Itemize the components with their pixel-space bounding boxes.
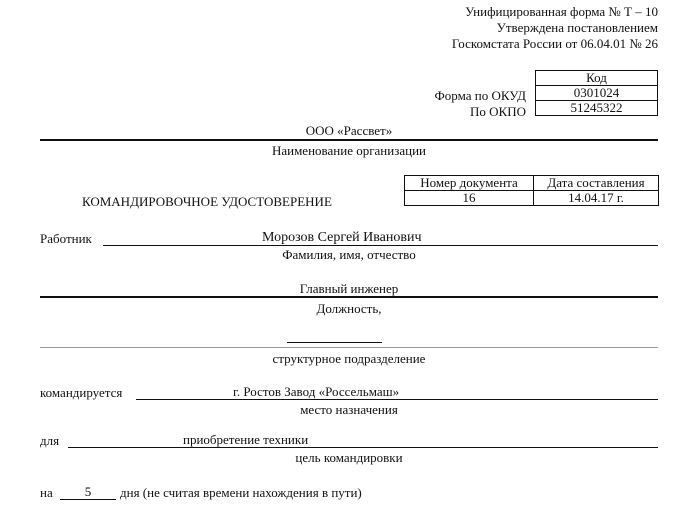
duration-prefix: на bbox=[40, 485, 53, 500]
duration-suffix: дня (не считая времени нахождения в пути) bbox=[120, 485, 362, 500]
employee-caption: Фамилия, имя, отчество bbox=[282, 247, 416, 262]
department-line bbox=[40, 347, 658, 348]
position-value: Главный инженер bbox=[299, 281, 399, 296]
employee-underline bbox=[103, 245, 658, 246]
number-header: Номер документа bbox=[405, 176, 534, 191]
okud-value: 0301024 bbox=[536, 86, 658, 101]
codes-table bbox=[535, 70, 658, 116]
position-caption: Должность, bbox=[316, 301, 382, 316]
duration-value: 5 bbox=[84, 484, 92, 499]
okud-label: Форма по ОКУД bbox=[434, 88, 526, 103]
duration-underline bbox=[60, 499, 116, 500]
purpose-underline bbox=[68, 447, 658, 448]
destination-caption: место назначения bbox=[300, 402, 398, 417]
document-title: КОМАНДИРОВОЧНОЕ УДОСТОВЕРЕНИЕ bbox=[82, 194, 332, 209]
date-value: 14.04.17 г. bbox=[534, 191, 659, 206]
destination-underline bbox=[136, 399, 658, 400]
okpo-value: 51245322 bbox=[536, 101, 658, 116]
form-header-line-1: Унифицированная форма № Т – 10 bbox=[465, 4, 658, 19]
organization-name: ООО «Рассвет» bbox=[305, 123, 393, 138]
form-header-line-2: Утверждена постановлением bbox=[496, 20, 658, 35]
okpo-label: По ОКПО bbox=[470, 104, 526, 119]
number-value: 16 bbox=[405, 191, 534, 206]
position-line bbox=[40, 296, 658, 298]
department-short-underline bbox=[287, 342, 382, 343]
date-header: Дата составления bbox=[534, 176, 659, 191]
employee-label: Работник bbox=[40, 231, 92, 246]
employee-name: Морозов Сергей Иванович bbox=[262, 230, 422, 245]
destination-label: командируется bbox=[40, 385, 123, 400]
purpose-value: приобретение техники bbox=[183, 432, 309, 447]
destination-value: г. Ростов Завод «Россельмаш» bbox=[233, 384, 400, 399]
organization-caption: Наименование организации bbox=[271, 143, 427, 158]
document-number-date-table bbox=[404, 175, 659, 206]
form-header-line-3: Госкомстата России от 06.04.01 № 26 bbox=[451, 36, 658, 51]
department-caption: структурное подразделение bbox=[272, 351, 426, 366]
purpose-label: для bbox=[40, 433, 60, 448]
organization-line bbox=[40, 139, 658, 141]
code-header: Код bbox=[536, 71, 658, 86]
purpose-caption: цель командировки bbox=[295, 450, 403, 465]
